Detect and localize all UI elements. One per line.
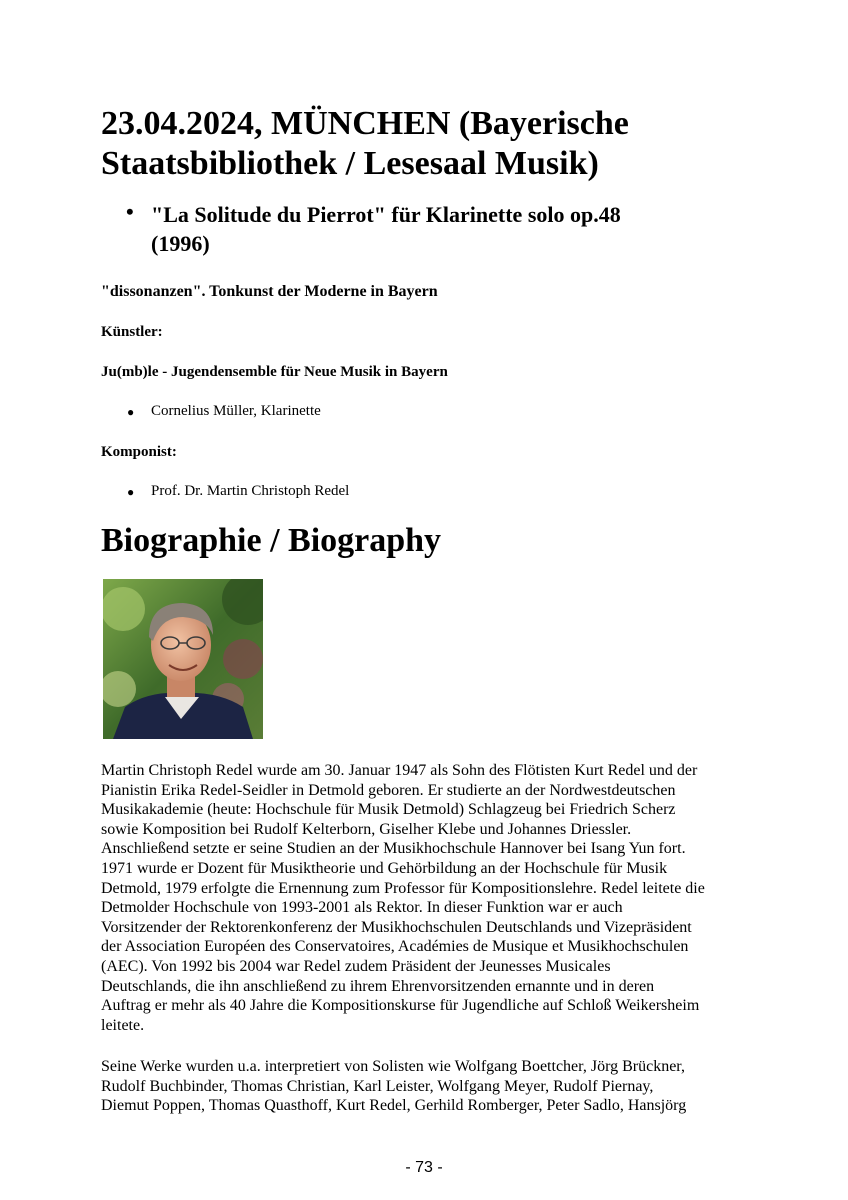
- composer-bullet-icon: ●: [127, 485, 135, 499]
- bio-line: Martin Christoph Redel wurde am 30. Januar 1947 als Sohn des Flötisten Kurt Redel und der: [101, 762, 698, 779]
- bio-line: leitete.: [101, 1016, 145, 1034]
- bio-line: sowie Komposition bei Rudolf Kelterborn, Giselher Klebe und Johannes Driessler.: [101, 820, 632, 838]
- composer-portrait-photo: [103, 579, 263, 739]
- event-title: [101, 104, 801, 184]
- bio-line: (AEC). Von 1992 bis 2004 war Redel zudem Präsident der Jeunesses Musicales: [101, 957, 611, 975]
- bio-line: Rudolf Buchbinder, Thomas Christian, Karl Leister, Wolfgang Meyer, Rudolf Piernay,: [101, 1077, 654, 1095]
- composer-label: Komponist:: [101, 444, 177, 460]
- bio-line: Pianistin Erika Redel-Seidler in Detmold geboren. Er studierte an der Nordwestdeutschen: [101, 781, 676, 799]
- bio-line: der Association Européen des Conservatoires, Académies de Musique et Musikhochschulen: [101, 938, 689, 956]
- performer-item: Cornelius Müller, Klarinette: [151, 403, 321, 419]
- bio-line: Diemut Poppen, Thomas Quasthoff, Kurt Redel, Gerhild Romberger, Peter Sadlo, Hansjörg: [101, 1097, 687, 1115]
- work-title-line-1: "La Solitude du Pierrot" für Klarinette solo op.48: [151, 202, 621, 227]
- bio-line: Auftrag er mehr als 40 Jahre die Kompositionskurse für Jugendliche auf Schloß Weikersheim: [101, 997, 700, 1015]
- composer-item: Prof. Dr. Martin Christoph Redel: [151, 483, 350, 499]
- bio-line: Seine Werke wurden u.a. interpretiert von Solisten wie Wolfgang Boettcher, Jörg Brückner,: [101, 1058, 685, 1075]
- work-title: [151, 200, 771, 258]
- event-title-line-1: 23.04.2024, MÜNCHEN (Bayerische: [101, 105, 629, 142]
- biography-paragraph-1: [101, 761, 751, 1035]
- ensemble-name: Ju(mb)le - Jugendensemble für Neue Musik in Bayern: [101, 364, 448, 380]
- event-title-line-2: Staatsbibliothek / Lesesaal Musik): [101, 145, 599, 182]
- page-number: - 73 -: [405, 1159, 443, 1176]
- bio-line: Detmolder Hochschule von 1993-2001 als Rektor. In dieser Funktion war er auch: [101, 899, 623, 917]
- work-title-line-2: (1996): [151, 231, 210, 256]
- biography-heading: Biographie / Biography: [101, 522, 442, 559]
- bio-line: Detmold, 1979 erfolgte die Ernennung zum Professor für Kompositionslehre. Redel leitete die: [101, 879, 705, 897]
- biography-paragraph-2: [101, 1057, 751, 1116]
- bio-line: Anschließend setzte er seine Studien an der Musikhochschule Hannover bei Isang Yun fort.: [101, 840, 686, 858]
- bio-line: Deutschlands, die ihn anschließend zu ihrem Ehrenvorsitzenden ernannte und in deren: [101, 977, 655, 995]
- bio-line: Musikakademie (heute: Hochschule für Musik Detmold) Schlagzeug bei Friedrich Scherz: [101, 801, 676, 819]
- bio-line: Vorsitzender der Rektorenkonferenz der Musikhochschulen Deutschlands und Vizepräsident: [101, 918, 692, 936]
- work-bullet-icon: •: [126, 199, 134, 224]
- series-title: "dissonanzen". Tonkunst der Moderne in Bayern: [101, 283, 438, 300]
- artists-label: Künstler:: [101, 324, 163, 340]
- performer-bullet-icon: ●: [127, 405, 135, 419]
- bio-line: 1971 wurde er Dozent für Musiktheorie und Gehörbildung an der Hochschule für Musik: [101, 859, 668, 877]
